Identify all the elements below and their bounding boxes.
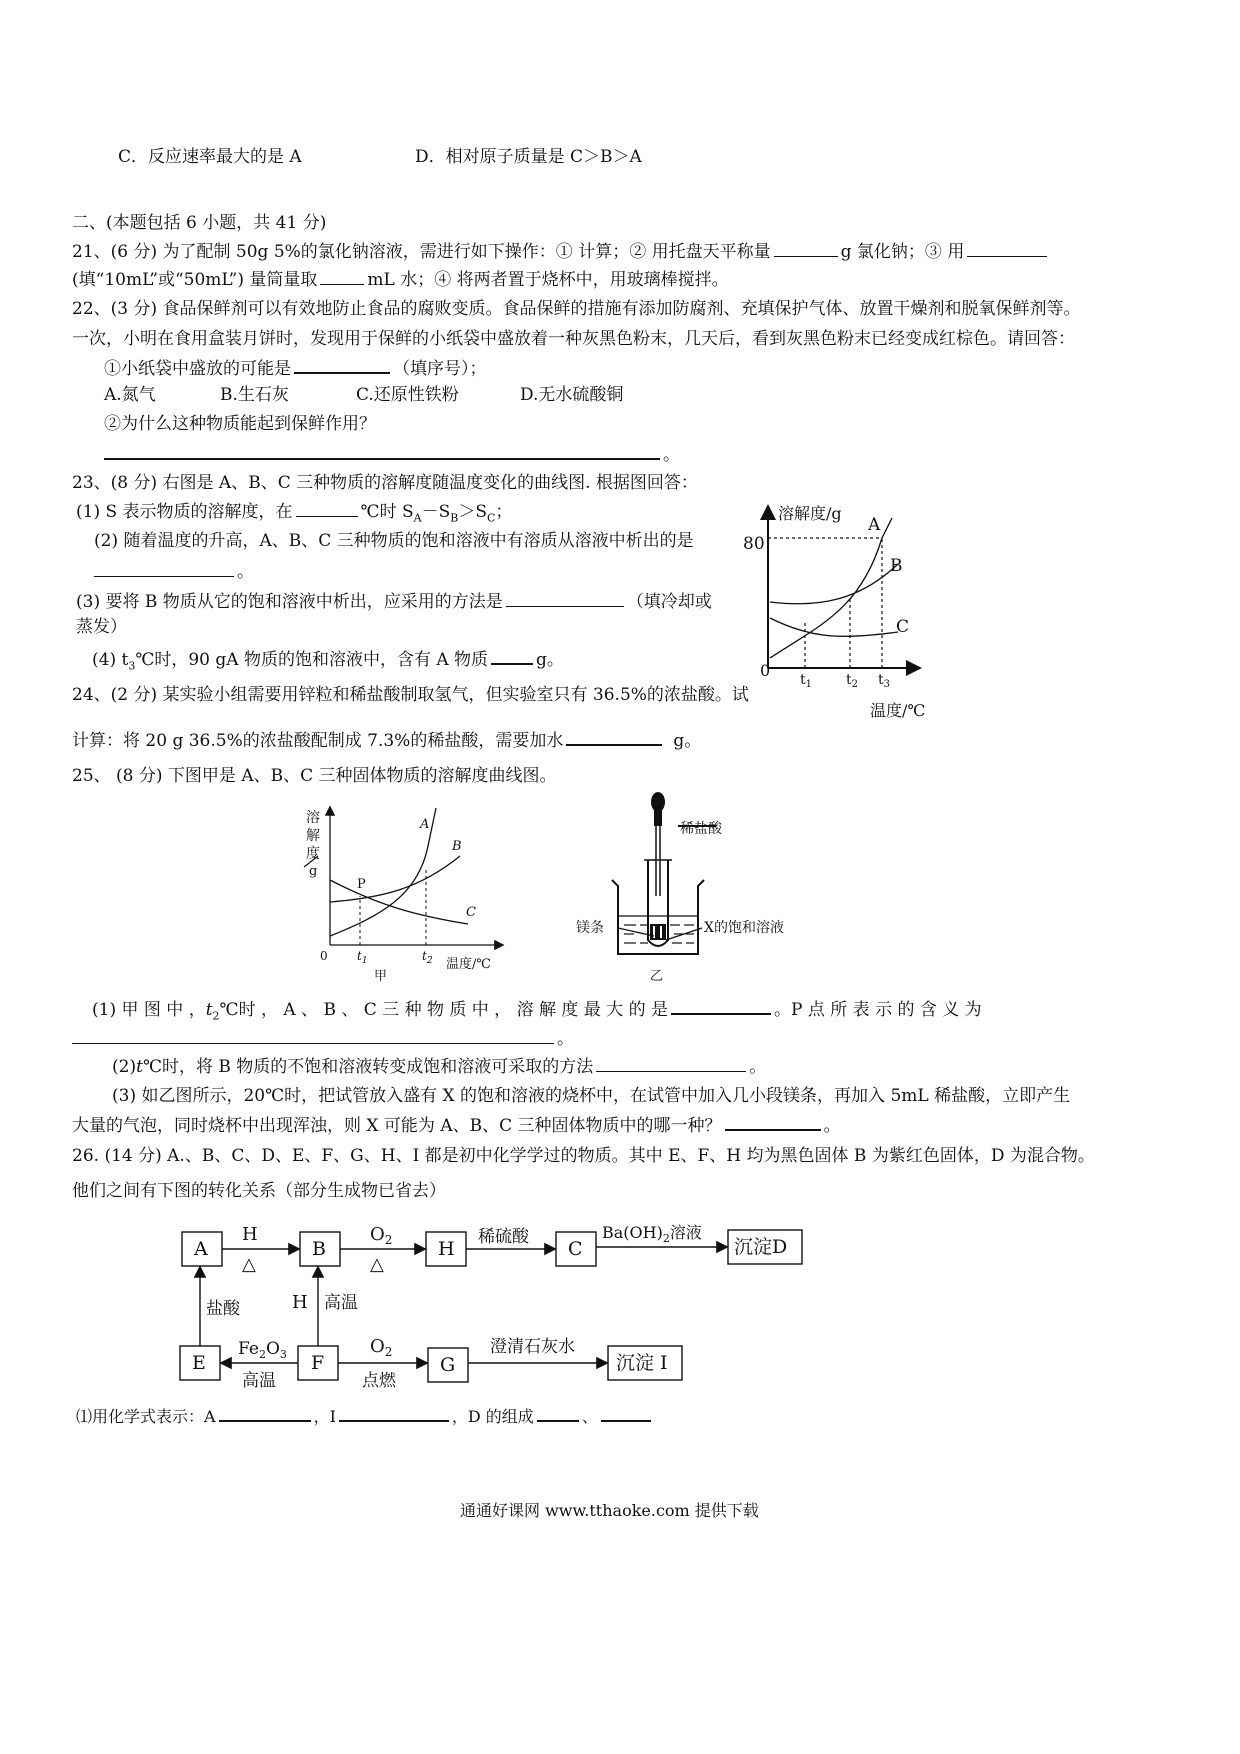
curve-b-label: B [890, 556, 903, 576]
curve-a-label: A [868, 515, 881, 535]
q23-part3: (3) 要将 B 物质从它的饱和溶液中析出，应采用的方法是 （填冷却或 [76, 592, 712, 612]
box-e: E [192, 1352, 206, 1374]
q23-line1: 23、(8 分) 右图是 A、B、C 三种物质的溶解度随温度变化的曲线图. 根据图回答： [72, 473, 698, 493]
jia-curve-b: B [452, 839, 462, 854]
q22-blank-1[interactable] [294, 356, 390, 374]
q22-sub1: ①小纸袋中盛放的可能是 （填序号）； [104, 356, 487, 380]
label-fe-bot: 高温 [242, 1371, 276, 1391]
q25-line1: 25、 (8 分) 下图甲是 A、B、C 三种固体物质的溶解度曲线图。 [72, 766, 557, 786]
yi-caption: 乙 [650, 969, 664, 984]
label-ea: 盐酸 [206, 1299, 240, 1319]
q25-part3-line1: (3) 如乙图所示，20℃时，把试管放入盛有 X 的饱和溶液的烧杯中，在试管中加入几小段镁条，再加入 5mL 稀盐酸，立即产生 [112, 1086, 1071, 1106]
q26-blank-i[interactable] [339, 1404, 449, 1422]
q22-line1: 22、(3 分) 食品保鲜剂可以有效地防止食品的腐败变质。食品保鲜的措施有添加防腐剂、充填保护气体、放置干燥剂和脱氧保鲜剂等。 [72, 299, 1081, 319]
q23-part1: (1) S 表示物质的溶解度，在 ℃时 $S_A-S_B>S_C$； [76, 502, 513, 525]
jia-ylabel-3: 度 [306, 846, 320, 862]
jia-curve-c: C [466, 905, 476, 920]
box-a: A [194, 1238, 208, 1260]
box-c: C [568, 1238, 583, 1260]
q22-line2: 一次，小明在食用盒装月饼时，发现用于保鲜的小纸袋中盛放着一种灰黑色粉末，几天后，看到灰黑色粉末已经变成红棕色。请回答： [72, 329, 1075, 349]
yi-mg-label: 镁条 [576, 920, 604, 936]
q25-part3-line2: 大量的气泡，同时烧杯中出现浑浊，则 X 可能为 A、B、C 三种固体物质中的哪一种？ 。 [72, 1113, 841, 1137]
jia-ylabel-2: 解 [306, 828, 320, 844]
jia-t1: $t_1$ [357, 949, 368, 966]
y-axis-label: 溶解度/g [778, 504, 842, 523]
box-d: 沉淀D [734, 1236, 788, 1258]
curve-c-label: C [896, 617, 910, 637]
q25-blank-1[interactable] [671, 997, 771, 1015]
jia-point-p: P [357, 877, 366, 892]
label-bh-top: $O_2$ [370, 1224, 393, 1247]
box-f: F [311, 1352, 325, 1374]
q22-option-b: B.生石灰 [220, 385, 289, 405]
label-fg-bot: 点燃 [362, 1371, 396, 1391]
q24-line1: 24、(2 分) 某实验小组需要用锌粒和稀盐酸制取氢气，但实验室只有 36.5%的浓盐酸。试 [72, 685, 749, 705]
q26-blank-a[interactable] [219, 1404, 311, 1422]
label-fe-top: $Fe_2O_3$ [238, 1339, 287, 1361]
label-ab-top: H [242, 1224, 258, 1245]
q22-option-c: C.还原性铁粉 [356, 385, 459, 405]
q25-blank-2[interactable] [596, 1055, 746, 1072]
q25-part2: (2)t℃时，将 B 物质的不饱和溶液转变成饱和溶液可采取的方法 。 [112, 1057, 767, 1077]
q26-blank-d2[interactable] [601, 1404, 651, 1422]
box-g: G [440, 1354, 456, 1376]
label-ab-bot: △ [242, 1254, 256, 1275]
q21-line1: 21、(6 分) 为了配制 50g 5%的氯化钠溶液，需进行如下操作：① 计算；② 用托盘天平称量 g 氯化钠；③ 用 [72, 240, 1050, 263]
q21-line2: (填“10mL”或“50mL”) 量筒量取 mL 水；④ 将两者置于烧杯中，用玻璃棒搅拌。 [72, 270, 729, 290]
tick-t1: $t_1$ [800, 672, 813, 690]
q26-transformation-diagram [170, 1210, 830, 1410]
yi-acid-label: 稀盐酸 [680, 821, 722, 837]
curve-b [770, 564, 898, 604]
q22-sub2: ②为什么这种物质能起到保鲜作用？ [104, 414, 376, 434]
label-gi-top: 澄清石灰水 [490, 1337, 575, 1357]
y-tick-80: 80 [743, 534, 765, 554]
q23-part2: (2) 随着温度的升高，A、B、C 三种物质的饱和溶液中有溶质从溶液中析出的是 [94, 531, 694, 551]
label-cd-top: $Ba(OH)_2$溶液 [602, 1223, 702, 1245]
q25-blank-p-meaning[interactable] [72, 1027, 554, 1044]
label-fb-right: 高温 [324, 1293, 358, 1313]
q26-line1: 26. (14 分) A.、B、C、D、E、F、G、H、I 都是初中化学学过的物质。其中 E、F、H 均为黑色固体 B 为紫红色固体，D 为混合物。 [72, 1146, 1095, 1166]
q23-part3-line2: 蒸发） [76, 617, 127, 637]
label-bh-bot: △ [370, 1254, 384, 1275]
label-fb-left: H [292, 1292, 308, 1313]
q23-blank-2[interactable] [94, 560, 234, 577]
q25-part1-line2: 。 [72, 1027, 574, 1050]
box-h: H [438, 1238, 455, 1260]
q21-blank-cylinder[interactable] [967, 240, 1047, 257]
q26-line2: 他们之间有下图的转化关系（部分生成物已省去） [72, 1181, 446, 1201]
box-b: B [312, 1238, 326, 1260]
tick-t3: $t_3$ [878, 672, 891, 690]
yi-solution-label: X的饱和溶液 [704, 920, 784, 936]
q25-blank-3[interactable] [725, 1113, 821, 1131]
jia-origin: 0 [320, 949, 328, 963]
q23-solubility-chart [730, 490, 950, 725]
curve-a [770, 518, 892, 658]
tick-t2: $t_2$ [846, 672, 859, 690]
q21-blank-mass[interactable] [774, 240, 838, 257]
jia-xlabel: 温度/℃ [446, 957, 491, 972]
q23-blank-3[interactable] [506, 590, 624, 607]
q20-option-d: D．相对原子质量是 C＞B＞A [415, 147, 642, 167]
q24-line2: 计算：将 20 g 36.5%的浓盐酸配制成 7.3%的稀盐酸，需要加水 g。 [72, 728, 701, 752]
jia-t2: $t_2$ [422, 949, 433, 966]
jia-ylabel-4: g [309, 864, 318, 879]
jia-caption: 甲 [374, 969, 388, 984]
section-header: 二、(本题包括 6 小题，共 41 分) [72, 213, 327, 233]
q23-part4: (4) $t_3℃$时，90 gA 物质的饱和溶液中，含有 A 物质 g。 [92, 647, 564, 677]
q23-blank-temp[interactable] [296, 500, 358, 517]
label-hc-top: 稀硫酸 [478, 1227, 529, 1247]
q26-part1: ⑴用化学式表示：A ，I ，D 的组成 、 [76, 1404, 654, 1428]
curve-c [770, 618, 898, 636]
jia-curve-a: A [420, 817, 430, 832]
label-fg-top: $O_2$ [370, 1336, 393, 1359]
q25-figure-jia [300, 800, 520, 985]
jia-ylabel-1: 溶 [306, 810, 320, 826]
q23-part2-answer: 。 [94, 560, 254, 583]
footer: 通通好课网 www.tthaoke.com 提供下载 [460, 1501, 759, 1520]
q25-figure-yi [570, 788, 810, 988]
q22-option-d: D.无水硫酸铜 [520, 385, 624, 405]
q21-blank-water[interactable] [320, 268, 364, 285]
q23-blank-4[interactable] [491, 647, 533, 665]
q20-option-c: C．反应速率最大的是 A [118, 147, 302, 167]
q22-blank-2[interactable] [104, 442, 660, 460]
q25-part1: (1) 甲 图 中 ，$t_2℃$时 ， A 、 B 、 C 三 种 物 质 中 ， 溶 解 度 最 大 的 是 。P 点 所 表 示 的 含 义 为 [92, 997, 982, 1027]
q26-blank-d1[interactable] [537, 1404, 579, 1422]
q24-blank[interactable] [566, 728, 662, 746]
x-axis-label: 温度/℃ [870, 701, 926, 720]
box-i: 沉淀 I [616, 1352, 668, 1374]
q22-answer-line: 。 [104, 442, 680, 466]
origin-label: 0 [760, 661, 771, 680]
q22-option-a: A.氮气 [104, 385, 156, 405]
